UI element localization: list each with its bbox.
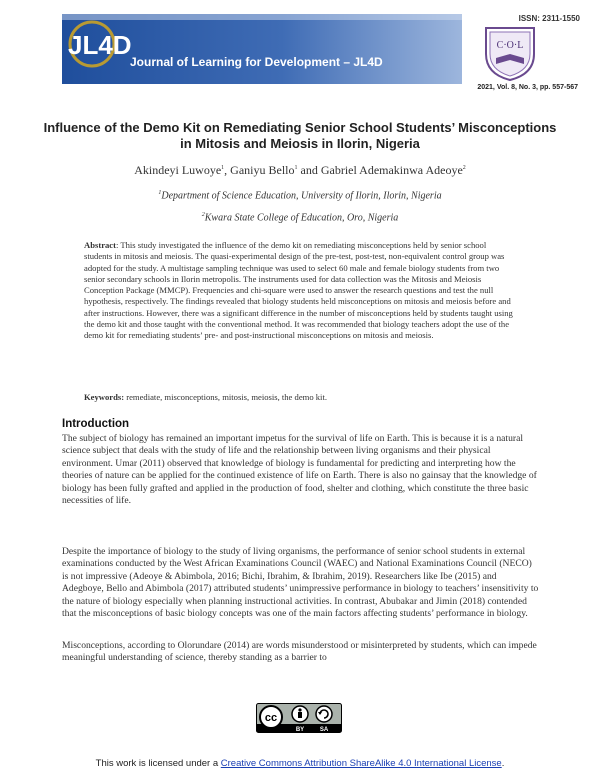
sa-icon [316,706,332,722]
logo-mark: JL4D [68,30,132,60]
body-paragraph: The subject of biology has remained an important impetus for the survival of life on Earth. This is because it is a natural science subject that deals with the study of life and the relationship between living organisms and their physical environment. Umar (2011) observed that knowledge of biology is fundamental for predicting and interpreting how the theories of nature can be applied for the continued existence of life on Earth. There is also no gainsay that the knowledge of biology has been fully grafted and applied in the production of food, shelter and clothing, which constitute the three basic necessities of life. [62,433,537,507]
affiliation [40,212,560,223]
abstract-text: : This study investigated the influence of the demo kit on remediating misconceptions held by senior school students in mitosis and meiosis. The quasi-experimental design of the pre-test, post-test, non-equivalent control group was adopted for the study. A multistage sampling technique was used to select 60 male and female biology students from two senior secondary schools in Ilorin metropolis. The instruments used for data collection was the Mitosis and Meiosis Conception Package (MMCP). Frequencies and chi-square were used to answer the research questions and test the null hypothesis, respectively. The findings revealed that biology students held misconceptions on mitosis and meiosis before and after instructions. However, there was a significant difference in the number of misconceptions held by students taught using the demo kit and those taught with the conventional method. It was recommended that biology teachers adopt the use of the demo kit for remediating students’ pre- and post-instructional misconceptions on mitosis and meiosis. [84,240,513,341]
svg-text:cc: cc [264,712,278,724]
keywords [84,392,516,402]
keywords-text: remediate, misconceptions, mitosis, meiosis, the demo kit. [124,392,327,402]
by-icon [292,706,308,722]
badge-by-label: BY [295,727,305,733]
col-seal-icon [480,24,540,82]
license-suffix: . [501,758,505,769]
body-paragraph: Despite the importance of biology to the study of living organisms, the performance of senior school students in external examinations conducted by the West African Examinations Council (WAEC) and National Examinations Council (NECO) is not impressive (Adeoye & Abimbola, 2016; Bichi, Ibrahim, & Ibrahim, 2019). Researchers like Ibe (2015) and Adegboye, Bello and Abimbola (2017) attributed students’ unimpressive performance in biology to teachers’ insensitivity to the nature of biology especially when planning instructional activities. In contrast, Abubakar and Jimin (2018) contended that the misconceptions of basic biology concepts was one of the main factors affecting students’ performance in biology. [62,546,539,620]
author-aff: 1 [221,165,225,171]
author-aff: 2 [462,165,466,171]
author-list [40,163,560,178]
section-heading: Introduction [62,418,130,430]
license-link[interactable]: Creative Commons Attribution ShareAlike 4.0 International License [220,758,502,769]
issn: ISSN: 2311-1550 [518,14,580,23]
volume-info: 2021, Vol. 8, No. 3, pp. 557-567 [477,84,578,91]
license-line [40,758,560,769]
affiliation-num: 2 [201,212,205,218]
badge-sa-label: SA [319,727,329,733]
author-name: Akindeyi Luwoye [134,163,222,177]
license-prefix: This work is licensed under a [95,758,221,769]
cc-by-sa-badge[interactable] [256,703,342,733]
author-aff: 1 [294,165,298,171]
journal-banner [62,14,462,84]
abstract-label: Abstract [84,240,116,250]
author-separator: , [224,163,231,177]
affiliation-text: Department of Science Education, University of Ilorin, Ilorin, Nigeria [161,190,442,202]
abstract [84,240,516,342]
paper-title: Influence of the Demo Kit on Remediating Senior School Students’ Misconceptions in Mitosis and Meiosis in Ilorin, Nigeria [43,120,557,151]
journal-name: Journal of Learning for Development – JL4D [130,55,383,69]
body-paragraph: Misconceptions, according to Olorundare (2014) are words misunderstood or misinterpreted by students, which can impede meaningful understanding of science, thereby standing as a barrier to [62,640,537,664]
seal-text: C·O·L [496,40,524,51]
affiliation [40,190,560,201]
affiliation-text: Kwara State College of Education, Oro, Nigeria [204,212,399,224]
author-separator: and [297,163,321,177]
author-name: Gabriel Ademakinwa Adeoye [320,163,463,177]
author-name: Ganiyu Bello [230,163,295,177]
affiliation-num: 1 [158,190,162,196]
cc-icon [260,706,282,728]
keywords-label: Keywords: [84,392,125,402]
